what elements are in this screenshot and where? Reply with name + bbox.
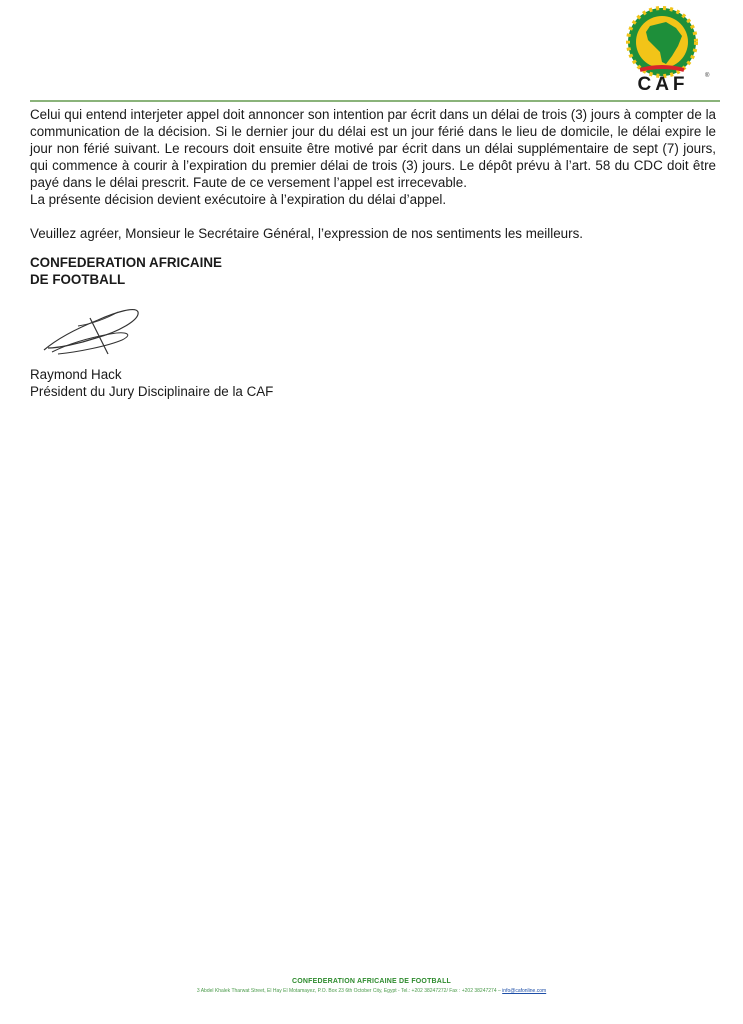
signatory-name: Raymond Hack bbox=[30, 367, 122, 382]
header-rule bbox=[30, 100, 720, 102]
organization-line-2: DE FOOTBALL bbox=[30, 272, 126, 287]
appeal-paragraph: Celui qui entend interjeter appel doit annoncer son intention par écrit dans un délai de trois (3) jours à compter de la communication de la décision. Si le dernier jour du délai est un jour férié dans le lieu de domicile, le délai expire le jour non férié suivant. Le recours doit ensuite être motivé par écrit dans un délai supplémentaire de sept (7) jours, qui commence à courir à l’expiration du premier délai de trois (3) jours. Le dépôt prévu à l’art. 58 du CDC doit être payé dans le délai prescrit. Faute de ce versement l’appel est irrecevable. bbox=[30, 107, 716, 190]
logo-text: CAF bbox=[637, 74, 689, 95]
organization-block bbox=[30, 254, 716, 288]
signatory-title: Président du Jury Disciplinaire de la CAF bbox=[30, 384, 274, 399]
logo-registered-mark: ® bbox=[705, 73, 710, 79]
organization-line-1: CONFEDERATION AFRICAINE bbox=[30, 255, 222, 270]
signatory-block bbox=[30, 366, 716, 400]
footer-organization: CONFEDERATION AFRICAINE DE FOOTBALL bbox=[291, 978, 452, 985]
letter-body bbox=[30, 106, 716, 400]
enforcement-paragraph: La présente décision devient exécutoire à l’expiration du délai d’appel. bbox=[30, 192, 447, 207]
footer-address-line bbox=[0, 988, 743, 994]
footer-address: 3 Abdel Khalek Tharwat Street, El Hay El Motamayez, P.O. Box 23 6th October City, Egypt - Tel.: +202 38247272/ Fax : +202 38247274 – bbox=[196, 988, 503, 994]
signature-icon bbox=[38, 298, 148, 360]
footer bbox=[0, 978, 743, 994]
footer-email-link[interactable]: info@cafonline.com bbox=[502, 988, 547, 994]
closing-paragraph: Veuillez agréer, Monsieur le Secrétaire Général, l’expression de nos sentiments les meilleurs. bbox=[30, 226, 584, 241]
